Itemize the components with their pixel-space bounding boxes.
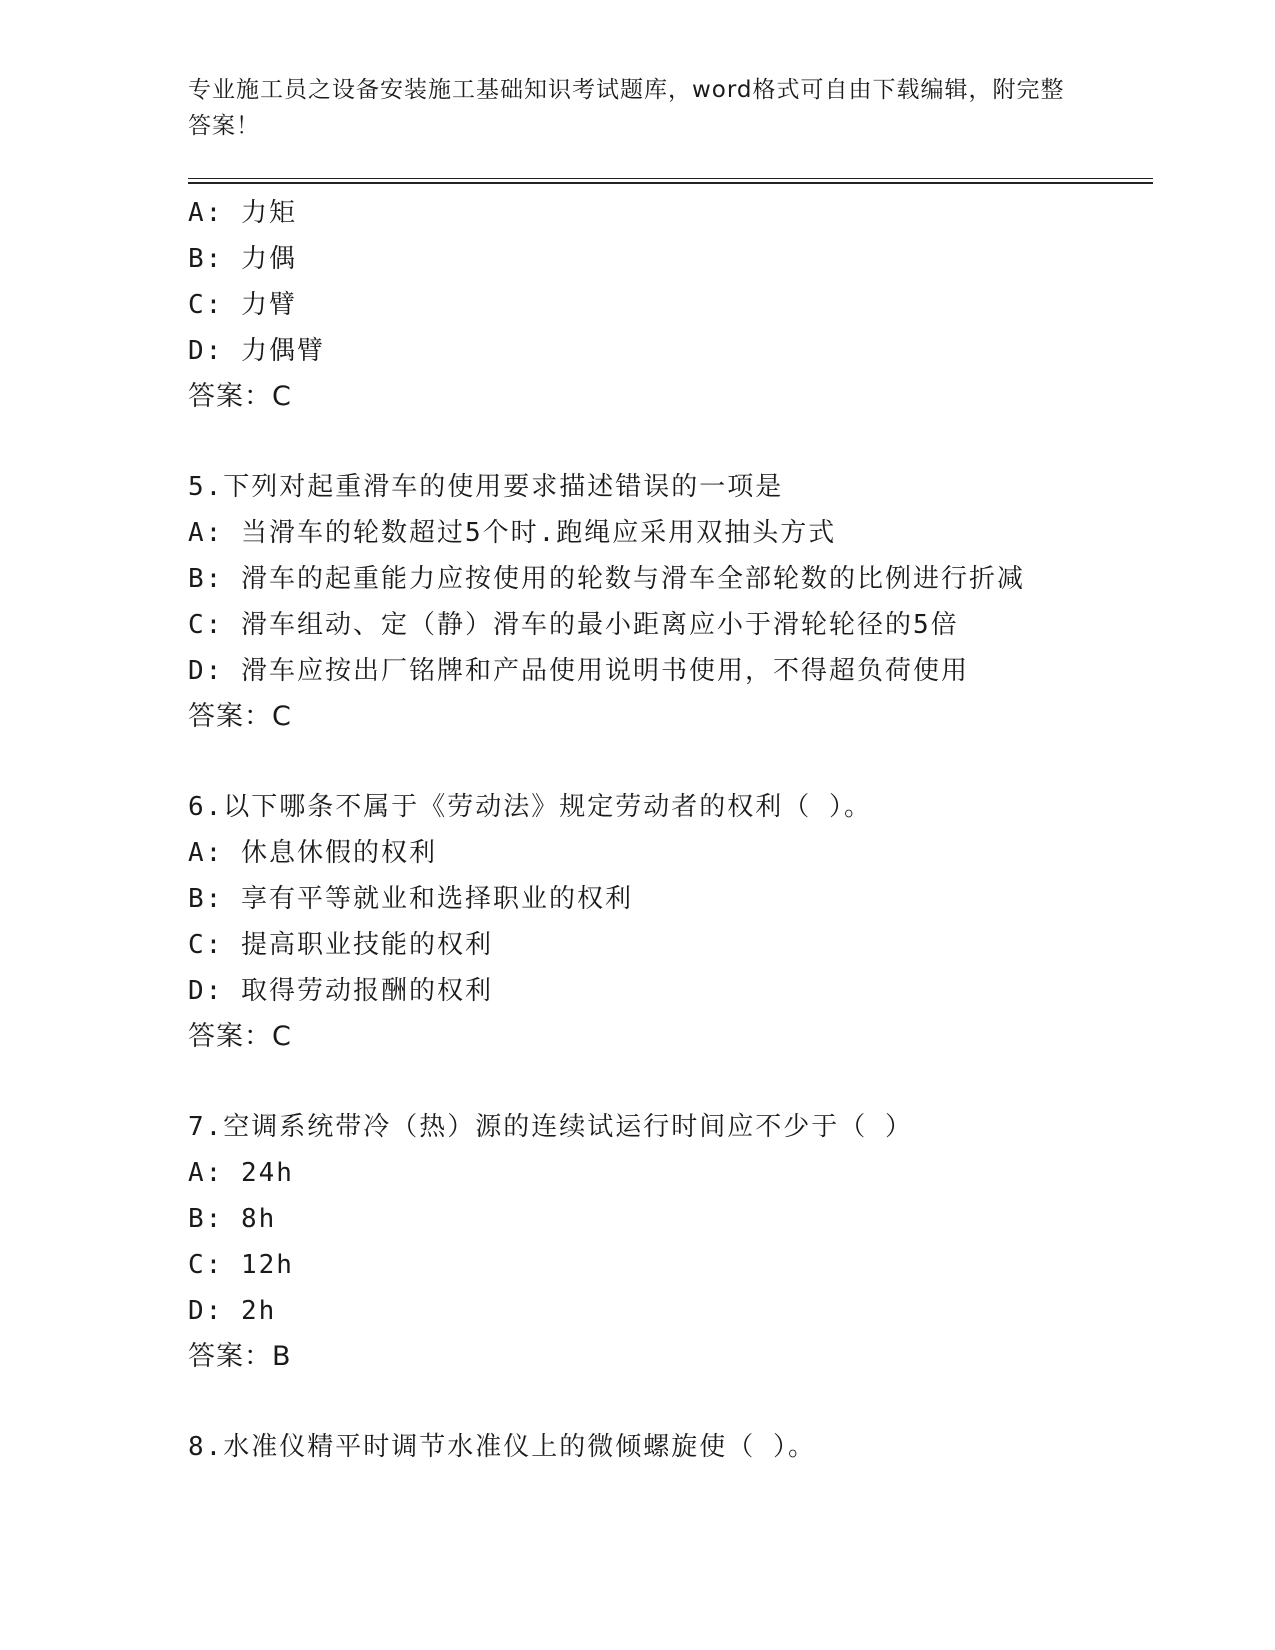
header-divider-thick	[188, 182, 1153, 184]
document-header: 专业施工员之设备安装施工基础知识考试题库，word格式可自由下载编辑，附完整答案！	[188, 77, 1065, 139]
option-b: B: 力偶	[188, 244, 297, 274]
question-7	[188, 1104, 1148, 1380]
header-divider-thin	[188, 178, 1153, 179]
spacer	[188, 1060, 1148, 1104]
question-partial	[188, 190, 1148, 420]
question-8	[188, 1424, 1148, 1470]
question-list	[188, 190, 1148, 1470]
answer-line: 答案：C	[188, 1021, 292, 1052]
option-c: C: 力臂	[188, 290, 297, 320]
option-a: A: 24h	[188, 1158, 294, 1188]
question-5	[188, 464, 1148, 740]
option-b: B: 享有平等就业和选择职业的权利	[188, 884, 633, 914]
option-b: B: 8h	[188, 1204, 277, 1234]
question-stem: 7.空调系统带冷（热）源的连续试运行时间应不少于（ ）	[188, 1112, 913, 1142]
question-stem: 8.水准仪精平时调节水准仪上的微倾螺旋使（ ）。	[188, 1432, 816, 1462]
option-d: D: 2h	[188, 1296, 277, 1326]
answer-line: 答案：C	[188, 381, 292, 412]
spacer	[188, 740, 1148, 784]
answer-line: 答案：C	[188, 701, 292, 732]
option-c: C: 滑车组动、定（静）滑车的最小距离应小于滑轮轮径的5倍	[188, 610, 959, 640]
option-a: A: 当滑车的轮数超过5个时.跑绳应采用双抽头方式	[188, 518, 837, 548]
question-6	[188, 784, 1148, 1060]
spacer	[188, 1380, 1148, 1424]
question-stem: 5.下列对起重滑车的使用要求描述错误的一项是	[188, 472, 784, 502]
option-b: B: 滑车的起重能力应按使用的轮数与滑车全部轮数的比例进行折减	[188, 564, 1025, 594]
option-a: A: 休息休假的权利	[188, 838, 437, 868]
option-a: A: 力矩	[188, 198, 297, 228]
option-d: D: 力偶臂	[188, 336, 325, 366]
option-d: D: 滑车应按出厂铭牌和产品使用说明书使用，不得超负荷使用	[188, 656, 969, 686]
question-stem: 6.以下哪条不属于《劳动法》规定劳动者的权利（ ）。	[188, 792, 872, 822]
answer-line: 答案：B	[188, 1341, 292, 1372]
option-c: C: 提高职业技能的权利	[188, 930, 493, 960]
option-d: D: 取得劳动报酬的权利	[188, 976, 493, 1006]
spacer	[188, 420, 1148, 464]
option-c: C: 12h	[188, 1250, 294, 1280]
